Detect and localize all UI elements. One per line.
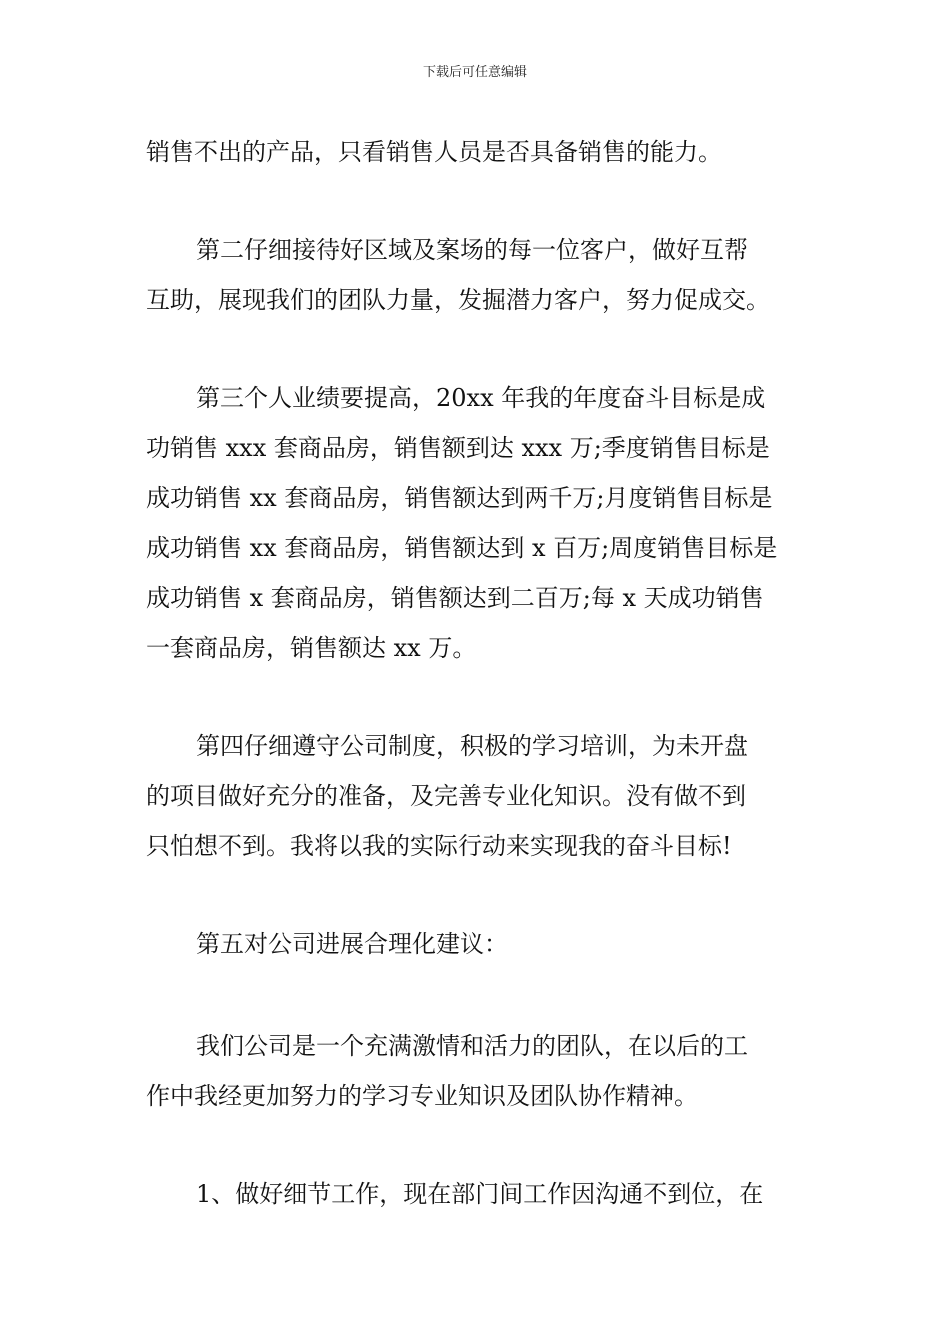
text-line: 成功销售 xx 套商品房，销售额达到 x 百万;周度销售目标是	[146, 534, 778, 562]
text-line: 成功销售 xx 套商品房，销售额达到两千万;月度销售目标是	[146, 484, 773, 512]
paragraph-first-line: 第二仔细接待好区域及案场的每一位客户，做好互帮	[196, 236, 748, 264]
text-line: 互助，展现我们的团队力量，发掘潜力客户，努力促成交。	[146, 286, 770, 314]
text-line: 一套商品房，销售额达 xx 万。	[146, 634, 477, 662]
paragraph-first-line: 第五对公司进展合理化建议：	[196, 930, 508, 958]
page-header-note: 下载后可任意编辑	[422, 65, 527, 80]
text-line: 销售不出的产品，只看销售人员是否具备销售的能力。	[146, 138, 722, 166]
paragraph-first-line: 第三个人业绩要提高，20xx 年我的年度奋斗目标是成	[196, 384, 766, 412]
paragraph-first-line: 1、做好细节工作，现在部门间工作因沟通不到位，在	[196, 1180, 764, 1208]
text-line: 的项目做好充分的准备，及完善专业化知识。没有做不到	[146, 782, 746, 810]
text-line: 作中我经更加努力的学习专业知识及团队协作精神。	[146, 1082, 698, 1110]
text-line: 只怕想不到。我将以我的实际行动来实现我的奋斗目标!	[146, 832, 732, 860]
paragraph-first-line: 我们公司是一个充满激情和活力的团队，在以后的工	[196, 1032, 748, 1060]
text-line: 功销售 xxx 套商品房，销售额到达 xxx 万;季度销售目标是	[146, 434, 770, 462]
text-line: 成功销售 x 套商品房，销售额达到二百万;每 x 天成功销售	[146, 584, 764, 612]
paragraph-first-line: 第四仔细遵守公司制度，积极的学习培训，为未开盘	[196, 732, 748, 760]
